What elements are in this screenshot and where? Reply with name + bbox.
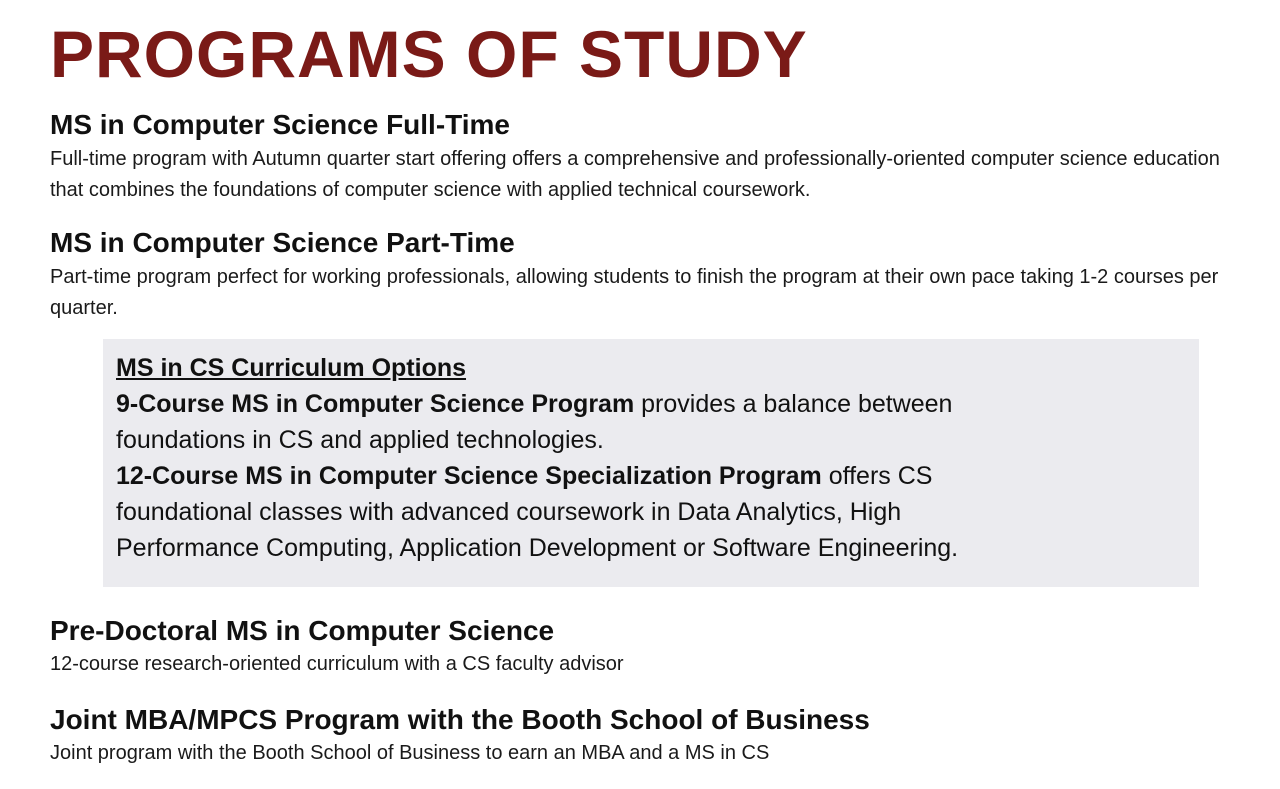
program-description: 12-course research-oriented curriculum with a CS faculty advisor [50, 653, 624, 675]
program-title: MS in Computer Science Part-Time [50, 227, 515, 258]
curriculum-option-9-course [116, 386, 1026, 458]
curriculum-option-name: 12-Course MS in Computer Science Specialization Program [116, 462, 822, 490]
curriculum-option-text: provides a balance between foundations in CS and applied technologies. [116, 390, 953, 454]
curriculum-option-name: 9-Course MS in Computer Science Program [116, 390, 635, 418]
program-description: Full-time program with Autumn quarter start offering offers a comprehensive and professionally-oriented computer science education that combines the foundations of computer science with applied technical coursework. [50, 148, 1220, 201]
curriculum-option-text: offers CS foundational classes with advanced coursework in Data Analytics, High Performance Computing, Application Development or Software Engineering. [116, 462, 959, 562]
page-title: PROGRAMS OF STUDY [50, 17, 808, 91]
program-pre-doctoral-ms [50, 614, 1240, 680]
program-title: Joint MBA/MPCS Program with the Booth School of Business [50, 704, 870, 735]
curriculum-options-heading: MS in CS Curriculum Options [116, 354, 467, 382]
curriculum-option-12-course [116, 458, 1026, 566]
curriculum-options-box [103, 339, 1199, 587]
program-ms-cs-full-time [50, 108, 1240, 206]
program-description: Part-time program perfect for working professionals, allowing students to finish the program at their own pace taking 1-2 courses per quarter. [50, 266, 1219, 319]
program-ms-cs-part-time [50, 226, 1240, 324]
program-description: Joint program with the Booth School of Business to earn an MBA and a MS in CS [50, 742, 770, 764]
program-joint-mba-mpcs [50, 703, 1240, 769]
program-title: Pre-Doctoral MS in Computer Science [50, 615, 555, 646]
program-title: MS in Computer Science Full-Time [50, 109, 511, 140]
